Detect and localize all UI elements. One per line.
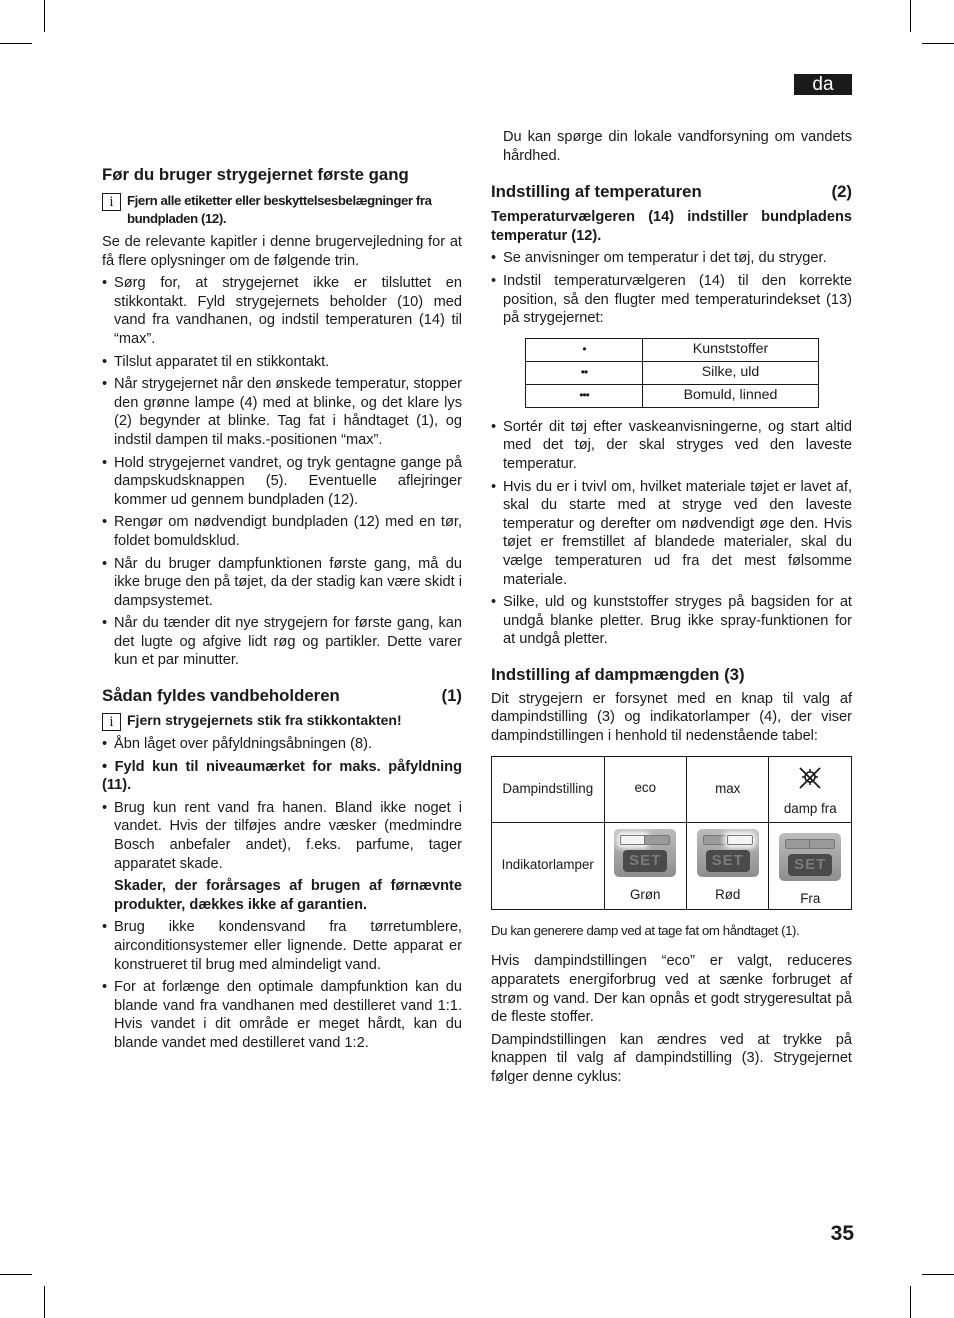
table-row [526, 384, 819, 407]
list-item: • Brug kun rent vand fra hanen. Bland ikke noget i vandet. Hvis der tilføjes andre væsker (medmindre Bosch anbefaler andet), f.eks. parfume, tager apparatet skade. [102, 799, 462, 873]
warning-text: Skader, der forårsages af brugen af førnævnte produkter, dækkes ikke af garantien. [114, 878, 462, 913]
list-item: • Når strygejernet når den ønskede temperatur, stopper den grønne lampe (4) med at blinke, og det klare lys (2) begynder at blinke. Tag fat i håndtaget (1), og indstil dampen til maks.-positionen “max”. [102, 375, 462, 449]
info-icon: i [102, 193, 121, 211]
temp-dots: • [526, 338, 643, 361]
table-row [526, 361, 819, 384]
row-label: Indikatorlamper [492, 822, 605, 909]
section-title-first-use: Før du bruger strygejernet første gang [102, 165, 409, 184]
info-icon: i [102, 713, 121, 731]
list-item: • Rengør om nødvendigt bundpladen (12) med en tør, foldet bomuldsklud. [102, 513, 462, 550]
green-lamp-icon: SET [614, 829, 676, 877]
paragraph: Se de relevante kapitler i denne brugervejledning for at få flere oplysninger om de følgende trin. [102, 234, 462, 269]
list-item: • Sortér dit tøj efter vaskeanvisningerne, og start altid med det tøj, der skal stryges ved den laveste temperatur. [491, 418, 852, 474]
info-note [102, 192, 462, 227]
fabric-cell: Kunststoffer [643, 338, 819, 361]
list-item: • Silke, uld og kunststoffer stryges på bagsiden for at undgå blanke pletter. Brug ikke spray-funktionen for at undgå pletter. [491, 593, 852, 649]
lamp-label: Rød [715, 887, 741, 903]
steam-off-cell [769, 756, 852, 822]
list-item: • Når du tænder dit nye strygejern for første gang, kan det lugte og afgive lidt røg og partikler. Dette varer kun et par minutter. [102, 614, 462, 670]
crop-mark [0, 43, 32, 44]
table-row [492, 822, 852, 909]
red-lamp-icon: SET [697, 829, 759, 877]
crop-mark [922, 1274, 954, 1275]
paragraph: Hvis dampindstillingen “eco” er valgt, reduceres apparatets energiforbrug ved at sænke forbruget af strøm og vand. Der kan opnås et godt strygeresultat på de fleste stoffer. [491, 953, 852, 1026]
lamp-off-cell [769, 822, 852, 909]
lamp-label: Fra [800, 891, 821, 907]
list-item: • Åbn låget over påfyldningsåbningen (8). [102, 735, 462, 754]
temp-dots: •• [526, 361, 643, 384]
lamp-label: Grøn [629, 887, 661, 903]
temperature-table [525, 338, 819, 408]
section-title-fill-tank: Sådan fyldes vandbeholderen (1) [102, 686, 462, 706]
list-item: • Se anvisninger om temperatur i det tøj, du stryger. [491, 249, 852, 268]
list-item: • Hvis du er i tvivl om, hvilket materiale tøjet er lavet af, skal du starte med at stryge ved den laveste temperatur og derefter om nødvendigt øge den. Hvis tøjet er fremstillet af blandede materialer, skal du vælge temperaturen ud fra det mest følsomme materiale. [491, 478, 852, 590]
paragraph: Dit strygejern er forsynet med en knap til valg af dampindstilling (3) og indikatorlamper (4), der viser dampindstillingen i henhold til nedenstående tabel: [491, 690, 852, 745]
paragraph: Temperaturvælgeren (14) indstiller bundpladens temperatur (12). [491, 209, 852, 244]
steam-off-icon [797, 765, 823, 791]
page-number: 35 [830, 1222, 854, 1245]
fill-tank-list [102, 735, 462, 1053]
table-row [526, 338, 819, 361]
crop-mark [44, 1286, 45, 1318]
section-title-temperature: Indstilling af temperaturen (2) [491, 182, 852, 202]
table-row [492, 756, 852, 822]
list-item: • Brug ikke kondensvand fra tørretumblere, airconditionsystemer eller lignende. Dette apparat er konstrueret til brug med almindeligt vand. [102, 918, 462, 974]
fabric-cell: Silke, uld [643, 361, 819, 384]
list-item: • Sørg for, at strygejernet ikke er tilsluttet en stikkontakt. Fyld strygejernets beholder (10) med vand fra vandhanen, og indstil temperaturen (14) til “max”. [102, 274, 462, 348]
list-item: • Fyld kun til niveaumærket for maks. påfyldning (11). [102, 758, 462, 794]
fabric-cell: Bomuld, linned [643, 384, 819, 407]
left-column [102, 164, 462, 1053]
info-note-text: Fjern alle etiketter eller beskyttelsesbelægninger fra bundpladen (12). [127, 193, 432, 226]
steam-table [491, 756, 852, 910]
paragraph: Du kan spørge din lokale vandforsyning om vandets hårdhed. [503, 129, 852, 164]
temperature-list-2 [491, 418, 852, 649]
off-lamp-icon: SET [779, 833, 841, 881]
first-use-list [102, 274, 462, 670]
lamp-red-cell [686, 822, 768, 909]
crop-mark [922, 43, 954, 44]
list-item: • Indstil temperaturvælgeren (14) til den korrekte position, så den flugter med temperaturindekset (13) på strygejernet: [491, 272, 852, 328]
warning-note-text: Fjern strygejernets stik fra stikkontakten! [127, 712, 402, 729]
right-column [491, 128, 852, 1087]
crop-mark [910, 1286, 911, 1318]
steam-eco: eco [604, 756, 686, 822]
warning-note [102, 712, 462, 731]
crop-mark [0, 1274, 32, 1275]
language-badge: da [794, 74, 852, 95]
paragraph: Dampindstillingen kan ændres ved at trykke på knappen til valg af dampindstilling (3). Strygejernet følger denne cyklus: [491, 1031, 852, 1085]
temperature-list [491, 249, 852, 327]
steam-max: max [686, 756, 768, 822]
section-title-steam: Indstilling af dampmængden (3) [491, 664, 745, 684]
temp-dots: ••• [526, 384, 643, 407]
paragraph: Du kan generere damp ved at tage fat om håndtaget (1). [491, 922, 800, 938]
crop-mark [44, 0, 45, 32]
crop-mark [910, 0, 911, 32]
list-item: • For at forlænge den optimale dampfunktion kan du blande vand fra vandhanen med destilleret vand 1:1. Hvis vandet i dit område er meget hårdt, kan du blande vandet med destilleret vand 1:2. [102, 978, 462, 1052]
lamp-green-cell [604, 822, 686, 909]
steam-off-label: damp fra [783, 801, 837, 817]
row-label: Dampindstilling [492, 756, 605, 822]
list-item: • Hold strygejernet vandret, og tryk gentagne gange på dampskudsknappen (5). Eventuelle aflejringer kommer ud gennem bundpladen (12). [102, 454, 462, 510]
list-item: • Tilslut apparatet til en stikkontakt. [102, 353, 462, 372]
list-item: • Når du bruger dampfunktionen første gang, må du ikke bruge den på tøjet, da der stadig kan være skidt i dampsystemet. [102, 555, 462, 611]
